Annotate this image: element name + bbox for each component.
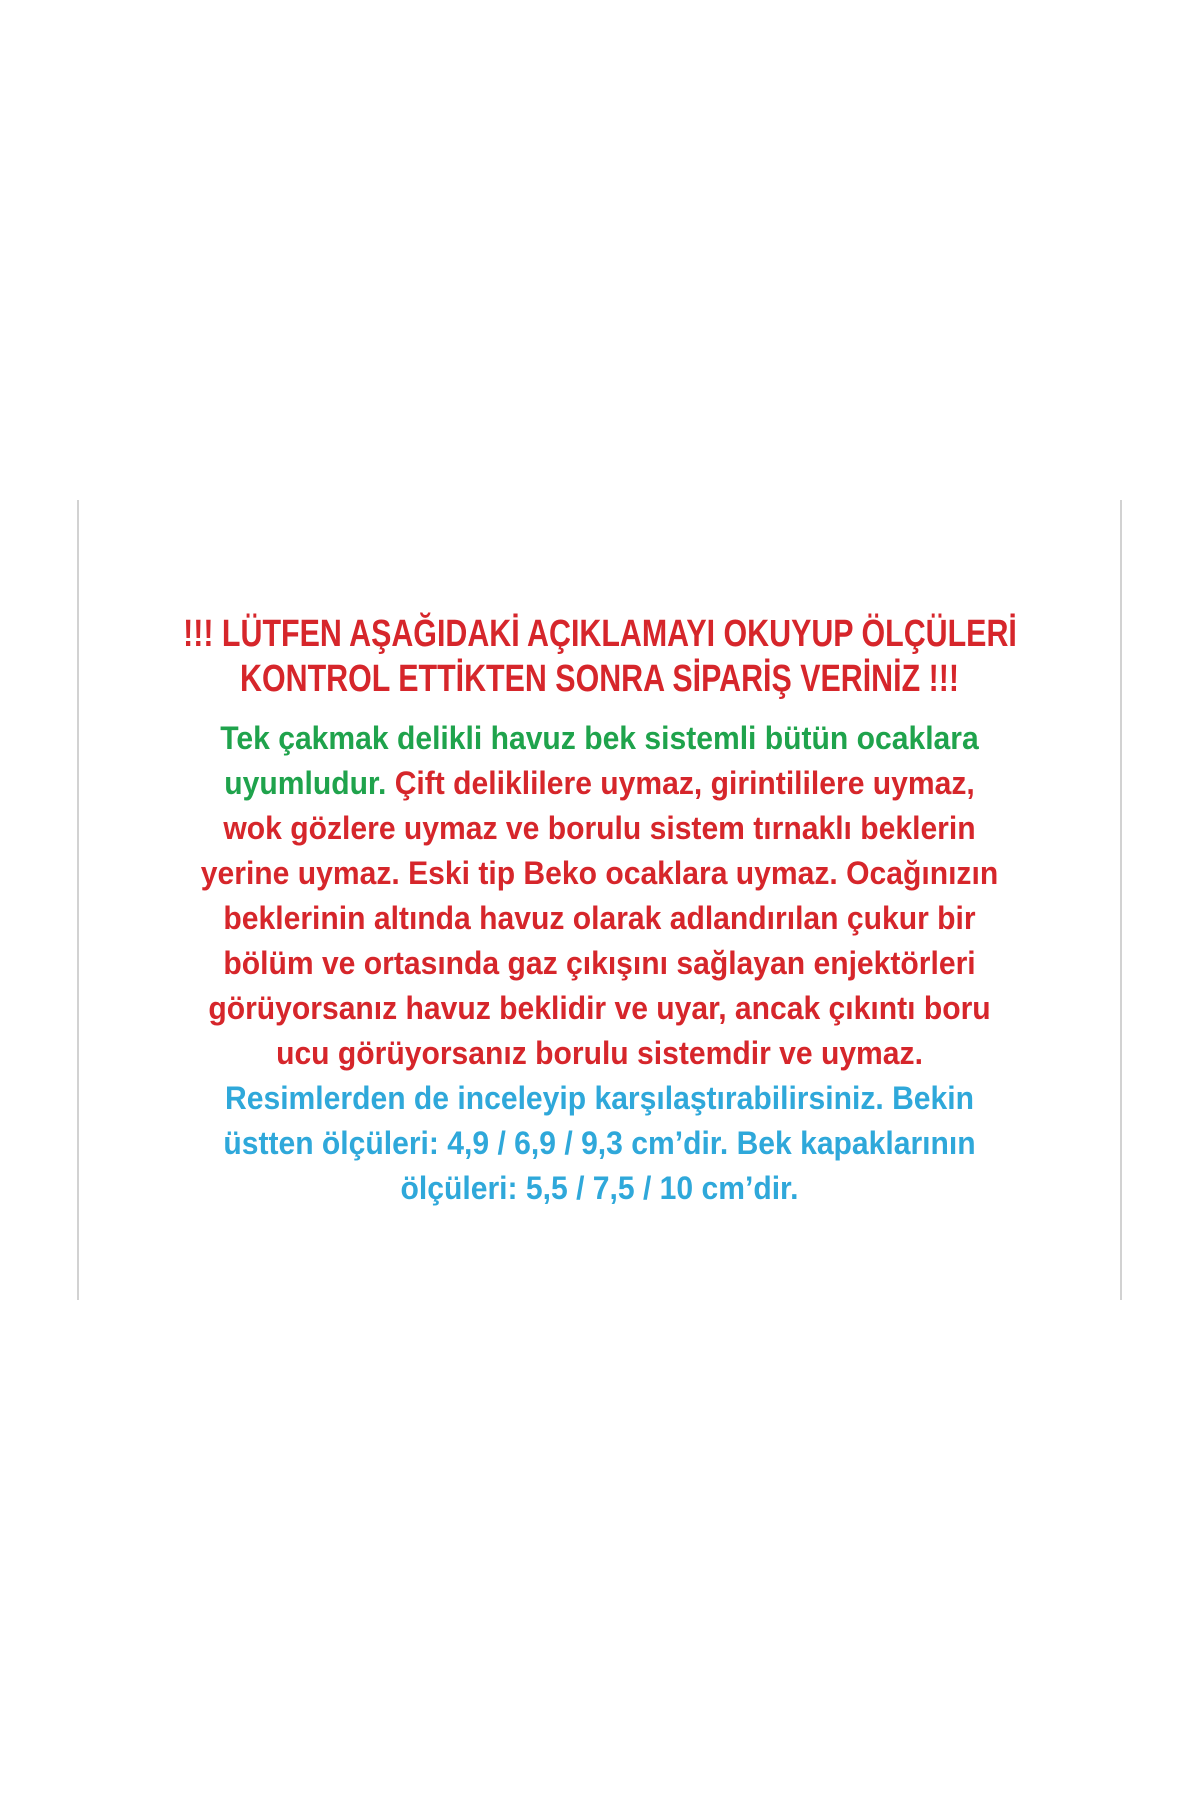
notice-text-segment: beklerinin altında havuz olarak adlandırılan çukur bir xyxy=(223,900,976,936)
notice-line xyxy=(110,896,1089,941)
notice-line xyxy=(110,1076,1089,1121)
notice-text-segment: ucu görüyorsanız borulu sistemdir ve uymaz. xyxy=(276,1035,923,1071)
notice-line xyxy=(110,761,1089,806)
product-notice xyxy=(79,500,1120,1211)
notice-text-segment: Resimlerden de inceleyip karşılaştırabilirsiniz. Bekin xyxy=(225,1080,974,1116)
notice-text-segment: yerine uymaz. Eski tip Beko ocaklara uymaz. Ocağınızın xyxy=(200,855,999,891)
notice-text-segment: görüyorsanız havuz beklidir ve uyar, ancak çıkıntı boru xyxy=(208,990,991,1026)
notice-line xyxy=(110,941,1089,986)
notice-line xyxy=(110,851,1089,896)
notice-line xyxy=(110,1121,1089,1166)
notice-line xyxy=(110,806,1089,851)
notice-text-segment: üstten ölçüleri: 4,9 / 6,9 / 9,3 cm’dir. Bek kapaklarının xyxy=(223,1125,976,1161)
notice-text-segment: ölçüleri: 5,5 / 7,5 / 10 cm’dir. xyxy=(400,1170,799,1206)
notice-line xyxy=(110,1166,1089,1211)
notice-text-segment: Çift deliklilere uymaz, girintililere uymaz, xyxy=(394,765,975,801)
notice-heading xyxy=(79,612,1120,702)
notice-heading-line: !!! LÜTFEN AŞAĞIDAKİ AÇIKLAMAYI OKUYUP ÖLÇÜLERİ xyxy=(183,613,1017,655)
notice-text-segment: Tek çakmak delikli havuz bek sistemli bütün ocaklara xyxy=(220,720,979,756)
notice-text-segment: wok gözlere uymaz ve borulu sistem tırnaklı beklerin xyxy=(223,810,976,846)
notice-heading-line: KONTROL ETTİKTEN SONRA SİPARİŞ VERİNİZ !!! xyxy=(240,658,959,700)
notice-line xyxy=(110,1031,1089,1076)
notice-line xyxy=(110,986,1089,1031)
notice-text-segment: uyumludur. xyxy=(224,765,395,801)
notice-body xyxy=(79,716,1120,1211)
notice-line xyxy=(110,716,1089,761)
description-panel xyxy=(77,500,1122,1300)
notice-text-segment: bölüm ve ortasında gaz çıkışını sağlayan enjektörleri xyxy=(223,945,976,981)
